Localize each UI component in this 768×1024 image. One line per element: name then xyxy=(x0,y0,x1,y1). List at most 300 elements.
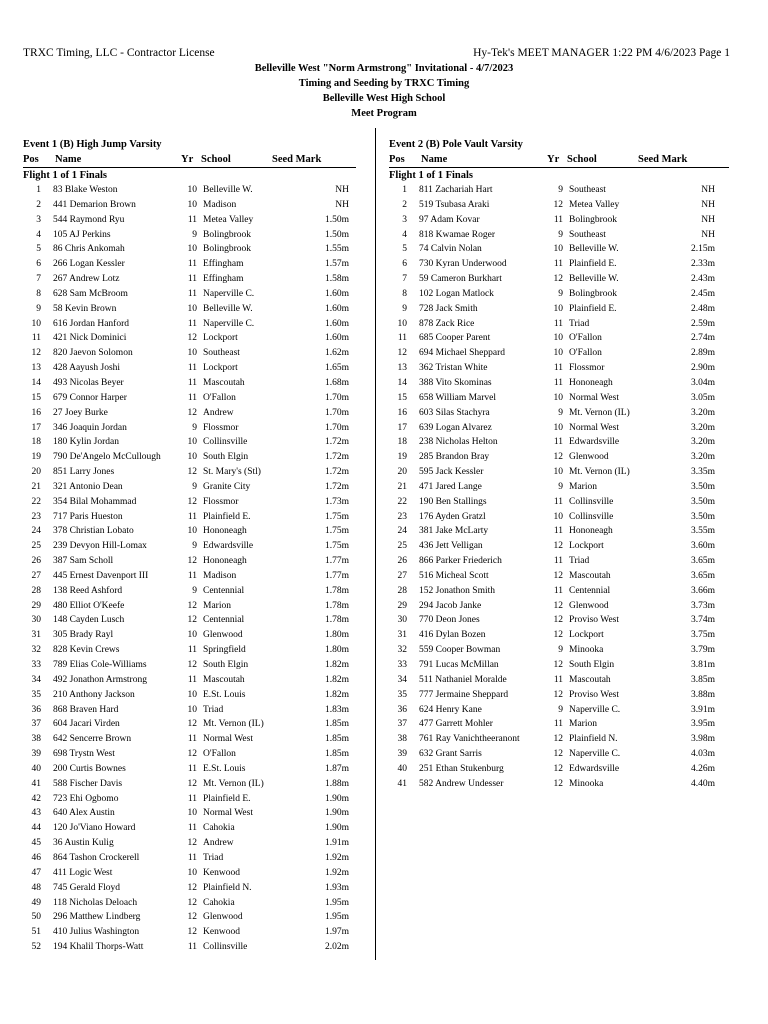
entry-seed: 1.70m xyxy=(324,392,349,403)
entry-seed: 1.68m xyxy=(324,377,349,388)
entry-pos: 9 xyxy=(36,303,41,314)
entry-yr: 11 xyxy=(553,259,563,270)
entry-seed: 2.43m xyxy=(690,274,715,285)
entry-pos: 22 xyxy=(397,496,407,507)
entry-seed: 1.78m xyxy=(324,615,349,626)
entry-seed: 2.89m xyxy=(690,348,715,359)
entry-pos: 18 xyxy=(31,437,41,448)
col-seed: Seed Mark xyxy=(638,154,688,165)
entry-seed: 1.92m xyxy=(324,867,349,878)
entry-name: 421 Nick Dominici xyxy=(53,333,127,344)
entry-yr: 10 xyxy=(553,348,563,359)
entry-seed: 1.55m xyxy=(324,244,349,255)
header-license: TRXC Timing, LLC - Contractor License xyxy=(23,47,215,59)
entry-name: 820 Jaevon Solomon xyxy=(53,348,133,359)
entry-seed: 3.55m xyxy=(690,526,715,537)
table-row xyxy=(23,450,356,465)
col-pos: Pos xyxy=(389,154,405,165)
entry-yr: 12 xyxy=(187,882,197,893)
entry-school: Andrew xyxy=(203,838,234,849)
table-row xyxy=(23,331,356,346)
table-row xyxy=(23,747,356,762)
entry-pos: 28 xyxy=(397,585,407,596)
table-row xyxy=(23,242,356,257)
entry-name: 362 Tristan White xyxy=(419,363,488,374)
entry-seed: 3.04m xyxy=(690,377,715,388)
entry-school: Triad xyxy=(203,852,224,863)
entry-name: 818 Kwamae Roger xyxy=(419,229,495,240)
entry-name: 878 Zack Rice xyxy=(419,318,475,329)
entry-name: 441 Demarion Brown xyxy=(53,199,136,210)
entry-school: Kenwood xyxy=(203,927,240,938)
entry-name: 118 Nicholas Deloach xyxy=(53,897,138,908)
entry-pos: 30 xyxy=(31,615,41,626)
entry-yr: 11 xyxy=(553,674,563,685)
table-row xyxy=(389,584,729,599)
entry-yr: 12 xyxy=(187,912,197,923)
entry-name: 730 Kyran Underwood xyxy=(419,259,507,270)
entry-seed: 1.50m xyxy=(324,229,349,240)
entry-school: Plainfield E. xyxy=(203,793,251,804)
entry-school: Marion xyxy=(203,600,231,611)
entry-school: Collinsville xyxy=(203,942,248,953)
entry-school: Plainfield N. xyxy=(569,734,618,745)
entry-pos: 34 xyxy=(397,674,407,685)
table-row xyxy=(23,421,356,436)
entry-pos: 24 xyxy=(31,526,41,537)
table-row xyxy=(389,317,729,332)
entry-name: 603 Silas Stachyra xyxy=(419,407,490,418)
table-row xyxy=(23,554,356,569)
entry-pos: 19 xyxy=(31,452,41,463)
entry-school: Mt. Vernon (IL) xyxy=(203,719,264,730)
entry-pos: 11 xyxy=(31,333,41,344)
entry-pos: 42 xyxy=(31,793,41,804)
table-row xyxy=(23,658,356,673)
entry-name: 851 Larry Jones xyxy=(53,467,115,478)
entry-pos: 25 xyxy=(397,541,407,552)
entry-pos: 26 xyxy=(397,556,407,567)
entry-pos: 35 xyxy=(31,689,41,700)
entry-name: 210 Anthony Jackson xyxy=(53,689,135,700)
entry-school: Glenwood xyxy=(203,630,243,641)
entry-school: O'Fallon xyxy=(203,749,236,760)
table-row xyxy=(23,836,356,851)
entry-name: 411 Logic West xyxy=(53,867,113,878)
entry-yr: 10 xyxy=(553,467,563,478)
entry-yr: 10 xyxy=(553,333,563,344)
entry-seed: 1.60m xyxy=(324,318,349,329)
entry-school: Marion xyxy=(569,719,597,730)
table-row xyxy=(389,673,729,688)
entry-seed: 2.59m xyxy=(690,318,715,329)
entry-yr: 9 xyxy=(558,407,563,418)
entry-seed: 1.50m xyxy=(324,214,349,225)
table-row xyxy=(23,346,356,361)
entry-school: Collinsville xyxy=(203,437,248,448)
entry-yr: 12 xyxy=(553,734,563,745)
entry-yr: 11 xyxy=(187,392,197,403)
entry-yr: 9 xyxy=(192,422,197,433)
entry-seed: 3.91m xyxy=(690,704,715,715)
entry-name: 790 De'Angelo McCullough xyxy=(53,452,161,463)
entry-yr: 9 xyxy=(558,481,563,492)
entry-school: Hononeagh xyxy=(569,377,613,388)
entry-pos: 8 xyxy=(36,288,41,299)
table-row xyxy=(389,391,729,406)
table-row xyxy=(23,599,356,614)
entry-name: 698 Trystn West xyxy=(53,749,115,760)
entry-pos: 4 xyxy=(402,229,407,240)
table-row xyxy=(389,762,729,777)
entry-name: 632 Grant Sarris xyxy=(419,749,482,760)
table-row xyxy=(23,228,356,243)
table-row xyxy=(389,524,729,539)
entry-seed: 1.60m xyxy=(324,333,349,344)
entry-yr: 11 xyxy=(553,719,563,730)
entry-pos: 32 xyxy=(397,645,407,656)
entry-seed: 1.70m xyxy=(324,407,349,418)
table-row xyxy=(23,792,356,807)
entry-school: Metea Valley xyxy=(569,199,620,210)
entry-school: Granite City xyxy=(203,481,251,492)
entry-pos: 2 xyxy=(402,199,407,210)
entry-yr: 11 xyxy=(553,377,563,388)
table-row xyxy=(23,317,356,332)
entry-school: Hononeagh xyxy=(203,556,247,567)
entry-pos: 33 xyxy=(31,660,41,670)
entry-seed: 1.70m xyxy=(324,422,349,433)
entry-seed: 3.60m xyxy=(690,541,715,552)
entry-pos: 2 xyxy=(36,199,41,210)
entry-yr: 10 xyxy=(187,808,197,819)
entry-school: Glenwood xyxy=(203,912,243,923)
entry-name: 296 Matthew Lindberg xyxy=(53,912,141,923)
entry-seed: 3.65m xyxy=(690,556,715,567)
entry-yr: 9 xyxy=(192,481,197,492)
entry-school: Glenwood xyxy=(569,600,609,611)
entry-seed: 1.72m xyxy=(324,452,349,463)
entry-yr: 10 xyxy=(187,704,197,715)
table-row xyxy=(23,272,356,287)
col-pos: Pos xyxy=(23,154,39,165)
entry-seed: 2.45m xyxy=(690,288,715,299)
entry-yr: 11 xyxy=(187,645,197,656)
entry-school: Marion xyxy=(569,481,597,492)
table-row xyxy=(389,717,729,732)
entry-seed: 3.81m xyxy=(690,660,715,670)
entry-yr: 9 xyxy=(558,185,563,195)
entry-yr: 10 xyxy=(187,244,197,255)
entry-seed: 1.83m xyxy=(324,704,349,715)
entry-yr: 12 xyxy=(187,927,197,938)
entry-pos: 16 xyxy=(31,407,41,418)
table-row xyxy=(389,554,729,569)
entry-school: Belleville W. xyxy=(569,274,619,285)
entry-school: Proviso West xyxy=(569,615,619,626)
entry-seed: 3.75m xyxy=(690,630,715,641)
entry-name: 428 Aayush Joshi xyxy=(53,363,121,374)
entry-pos: 41 xyxy=(31,778,41,789)
entry-seed: 1.77m xyxy=(324,556,349,567)
entry-school: Plainfield N. xyxy=(203,882,252,893)
entry-name: 582 Andrew Undesser xyxy=(419,778,504,789)
entry-name: 588 Fischer Davis xyxy=(53,778,123,789)
table-row xyxy=(23,198,356,213)
entry-name: 868 Braven Hard xyxy=(53,704,119,715)
entry-name: 58 Kevin Brown xyxy=(53,303,117,314)
table-row xyxy=(389,272,729,287)
entry-seed: 1.72m xyxy=(324,467,349,478)
entry-school: Mascoutah xyxy=(203,377,245,388)
table-row xyxy=(23,376,356,391)
entry-school: Triad xyxy=(203,704,224,715)
entry-yr: 11 xyxy=(553,214,563,225)
table-row xyxy=(23,569,356,584)
entry-pos: 13 xyxy=(397,363,407,374)
entry-yr: 12 xyxy=(187,615,197,626)
entry-seed: 1.82m xyxy=(324,674,349,685)
entry-seed: 1.95m xyxy=(324,897,349,908)
entry-name: 811 Zachariah Hart xyxy=(419,185,493,195)
table-row xyxy=(23,896,356,911)
entry-school: Naperville C. xyxy=(569,749,621,760)
table-row xyxy=(389,346,729,361)
entry-name: 83 Blake Weston xyxy=(53,185,118,195)
entry-yr: 12 xyxy=(553,570,563,581)
entry-seed: 1.78m xyxy=(324,600,349,611)
entry-yr: 9 xyxy=(558,229,563,240)
table-row xyxy=(23,524,356,539)
entry-pos: 37 xyxy=(397,719,407,730)
entry-pos: 31 xyxy=(397,630,407,641)
entry-school: O'Fallon xyxy=(569,348,602,359)
entry-yr: 11 xyxy=(187,793,197,804)
entry-name: 59 Cameron Burkhart xyxy=(419,274,502,285)
entry-yr: 12 xyxy=(553,778,563,789)
entry-seed: 3.20m xyxy=(690,422,715,433)
entry-yr: 11 xyxy=(187,377,197,388)
entry-seed: NH xyxy=(701,214,715,225)
entry-school: Flossmor xyxy=(203,496,239,507)
table-row xyxy=(389,747,729,762)
entry-pos: 6 xyxy=(36,259,41,270)
entry-seed: 3.05m xyxy=(690,392,715,403)
table-row xyxy=(23,925,356,940)
entry-pos: 29 xyxy=(397,600,407,611)
entry-pos: 51 xyxy=(31,927,41,938)
entry-name: 436 Jett Velligan xyxy=(419,541,483,552)
entry-name: 285 Brandon Bray xyxy=(419,452,490,463)
entry-yr: 12 xyxy=(553,274,563,285)
entry-seed: 1.75m xyxy=(324,526,349,537)
entry-name: 387 Sam Scholl xyxy=(53,556,114,567)
entry-pos: 50 xyxy=(31,912,41,923)
entry-name: 864 Tashon Crockerell xyxy=(53,852,140,863)
entry-seed: NH xyxy=(701,199,715,210)
entry-school: Naperville C. xyxy=(569,704,621,715)
entry-school: South Elgin xyxy=(569,660,615,670)
entry-yr: 9 xyxy=(192,229,197,240)
entry-name: 685 Cooper Parent xyxy=(419,333,491,344)
entry-name: 624 Henry Kane xyxy=(419,704,482,715)
entry-seed: 2.02m xyxy=(324,942,349,953)
entry-pos: 21 xyxy=(31,481,41,492)
entry-school: Glenwood xyxy=(569,452,609,463)
entry-yr: 12 xyxy=(553,630,563,641)
entry-pos: 9 xyxy=(402,303,407,314)
entry-seed: 1.80m xyxy=(324,630,349,641)
entry-name: 493 Nicolas Beyer xyxy=(53,377,124,388)
entry-seed: 1.60m xyxy=(324,303,349,314)
table-row xyxy=(389,421,729,436)
table-header xyxy=(23,152,356,168)
table-row xyxy=(23,613,356,628)
table-row xyxy=(389,331,729,346)
entry-name: 200 Curtis Bownes xyxy=(53,763,126,774)
entry-pos: 6 xyxy=(402,259,407,270)
entry-school: Centennial xyxy=(569,585,611,596)
entry-school: Triad xyxy=(569,318,590,329)
entry-pos: 10 xyxy=(397,318,407,329)
entry-name: 294 Jacob Janke xyxy=(419,600,482,611)
entry-school: Hononeagh xyxy=(203,526,247,537)
entry-seed: 1.88m xyxy=(324,778,349,789)
table-row xyxy=(23,287,356,302)
col-yr: Yr xyxy=(181,154,194,165)
entry-school: Plainfield E. xyxy=(203,511,251,522)
entry-name: 511 Nathaniel Moralde xyxy=(419,674,507,685)
entry-yr: 12 xyxy=(553,749,563,760)
entry-name: 194 Khalil Thorps-Watt xyxy=(53,942,144,953)
entry-pos: 52 xyxy=(31,942,41,953)
entry-pos: 47 xyxy=(31,867,41,878)
entry-yr: 12 xyxy=(553,452,563,463)
entry-school: Bolingbrook xyxy=(203,244,252,255)
table-row xyxy=(23,673,356,688)
entry-school: Normal West xyxy=(569,392,619,403)
table-row xyxy=(389,658,729,673)
entry-seed: 3.65m xyxy=(690,570,715,581)
entry-school: South Elgin xyxy=(203,452,249,463)
entry-yr: 12 xyxy=(553,541,563,552)
entry-school: St. Mary's (Stl) xyxy=(203,467,261,478)
entry-pos: 40 xyxy=(31,763,41,774)
entry-school: Springfield xyxy=(203,645,246,656)
entry-seed: 2.15m xyxy=(690,244,715,255)
entry-school: Kenwood xyxy=(203,867,240,878)
entry-seed: 1.82m xyxy=(324,689,349,700)
entry-seed: 2.33m xyxy=(690,259,715,270)
entry-name: 679 Connor Harper xyxy=(53,392,127,403)
entry-seed: NH xyxy=(335,185,349,195)
entry-school: Mascoutah xyxy=(569,674,611,685)
entry-seed: 1.78m xyxy=(324,585,349,596)
table-row xyxy=(389,539,729,554)
table-row xyxy=(23,302,356,317)
entry-school: Southeast xyxy=(569,229,606,240)
entry-school: Effingham xyxy=(203,274,244,285)
table-row xyxy=(389,242,729,257)
entry-yr: 12 xyxy=(553,763,563,774)
entry-pos: 44 xyxy=(31,823,41,834)
entry-name: 97 Adam Kovar xyxy=(419,214,480,225)
entry-name: 640 Alex Austin xyxy=(53,808,115,819)
table-row xyxy=(389,613,729,628)
entry-yr: 11 xyxy=(187,942,197,953)
entry-name: 346 Joaquin Jordan xyxy=(53,422,127,433)
entry-seed: 1.75m xyxy=(324,511,349,522)
entry-pos: 15 xyxy=(397,392,407,403)
entry-school: E.St. Louis xyxy=(203,689,246,700)
entry-pos: 17 xyxy=(31,422,41,433)
table-row xyxy=(23,866,356,881)
table-row xyxy=(389,376,729,391)
entry-school: Normal West xyxy=(203,808,253,819)
table-row xyxy=(389,599,729,614)
entry-pos: 23 xyxy=(31,511,41,522)
entry-list xyxy=(23,183,356,955)
entry-pos: 20 xyxy=(397,467,407,478)
entry-school: Belleville W. xyxy=(569,244,619,255)
entry-name: 745 Gerald Floyd xyxy=(53,882,121,893)
entry-pos: 17 xyxy=(397,422,407,433)
entry-yr: 10 xyxy=(553,511,563,522)
entry-name: 595 Jack Kessler xyxy=(419,467,484,478)
entry-pos: 1 xyxy=(402,185,407,195)
entry-pos: 43 xyxy=(31,808,41,819)
entry-name: 728 Jack Smith xyxy=(419,303,478,314)
entry-school: Mascoutah xyxy=(203,674,245,685)
entry-yr: 10 xyxy=(187,867,197,878)
entry-name: 27 Joey Burke xyxy=(53,407,108,418)
entry-seed: 1.65m xyxy=(324,363,349,374)
entry-name: 658 William Marvel xyxy=(419,392,497,403)
entry-school: South Elgin xyxy=(203,660,249,670)
table-row xyxy=(389,361,729,376)
entry-school: Minooka xyxy=(569,778,604,789)
entry-pos: 38 xyxy=(31,734,41,745)
entry-yr: 10 xyxy=(187,348,197,359)
entry-yr: 11 xyxy=(187,511,197,522)
entry-pos: 26 xyxy=(31,556,41,567)
table-row xyxy=(23,539,356,554)
entry-name: 381 Jake McLarty xyxy=(419,526,489,537)
entry-seed: NH xyxy=(701,229,715,240)
entry-yr: 10 xyxy=(187,185,197,195)
entry-school: Minooka xyxy=(569,645,604,656)
entry-pos: 18 xyxy=(397,437,407,448)
entry-seed: 1.58m xyxy=(324,274,349,285)
entry-name: 305 Brady Rayl xyxy=(53,630,114,641)
entry-pos: 34 xyxy=(31,674,41,685)
meet-subtitle: Timing and Seeding by TRXC Timing xyxy=(298,78,470,89)
entry-school: Plainfield E. xyxy=(569,259,617,270)
entry-yr: 9 xyxy=(192,541,197,552)
entry-name: 239 Devyon Hill-Lomax xyxy=(53,541,147,552)
entry-name: 74 Calvin Nolan xyxy=(419,244,482,255)
entry-yr: 12 xyxy=(187,556,197,567)
entry-seed: 1.85m xyxy=(324,734,349,745)
entry-school: Centennial xyxy=(203,615,245,626)
entry-seed: 1.85m xyxy=(324,749,349,760)
entry-pos: 38 xyxy=(397,734,407,745)
entry-yr: 11 xyxy=(553,526,563,537)
entry-name: 544 Raymond Ryu xyxy=(53,214,125,225)
entry-seed: 3.73m xyxy=(690,600,715,611)
entry-name: 604 Jacari Virden xyxy=(53,719,120,730)
table-row xyxy=(389,287,729,302)
